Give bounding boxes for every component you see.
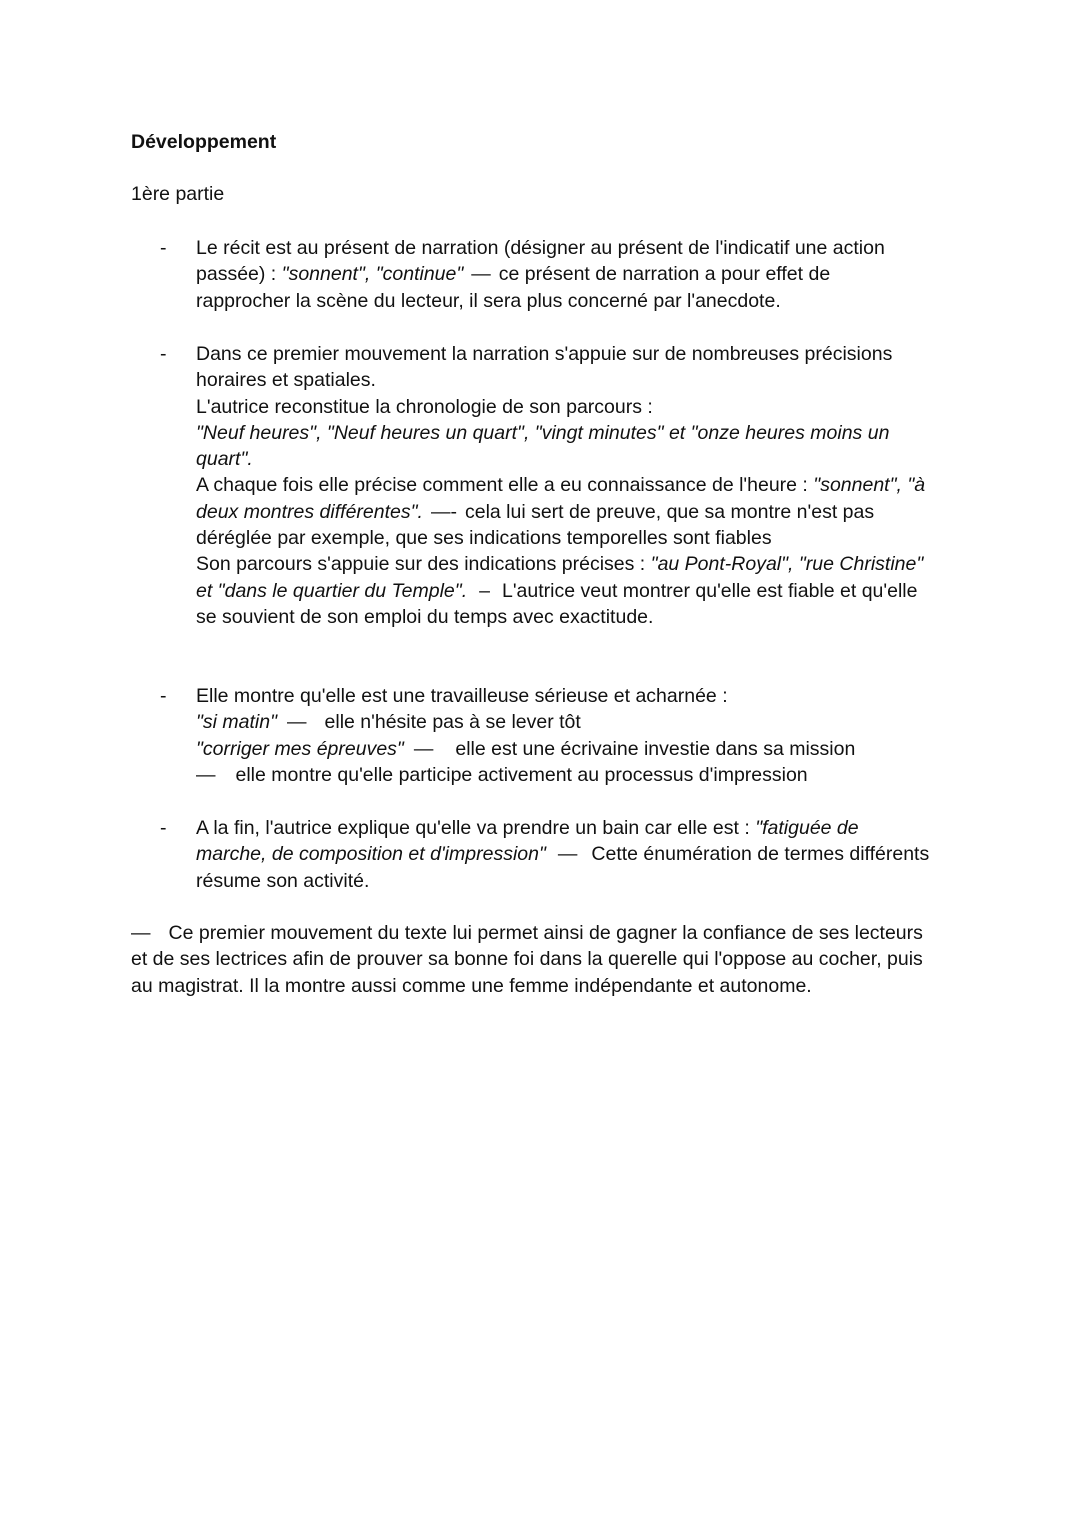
text-span: elle n'hésite pas à se lever tôt (324, 711, 581, 734)
arrow-dash: — (287, 711, 307, 734)
text-line (196, 709, 966, 735)
quote-span: "si matin" (196, 711, 278, 734)
arrow-dash: — (557, 843, 578, 866)
quote-span: "sonnent", "à (813, 474, 926, 497)
text-line (196, 815, 966, 841)
text-line: résume son activité. (196, 869, 370, 892)
text-span: ce présent de narration a pour effet de (498, 263, 831, 286)
text-line: Elle montre qu'elle est une travailleuse sérieuse et acharnée : (196, 685, 728, 707)
text-line (196, 551, 966, 577)
arrow-dash: — (471, 263, 491, 286)
quote-span: "corriger mes épreuves" (196, 737, 404, 760)
bullet-paragraph-2 (196, 341, 966, 630)
text-line (196, 841, 966, 867)
text-line: rapprocher la scène du lecteur, il sera plus concerné par l'anecdote. (196, 289, 781, 312)
quote-line: quart". (196, 448, 253, 471)
text-line: L'autrice reconstitue la chronologie de son parcours : (196, 395, 653, 418)
bullet-marker-1: - (160, 237, 167, 259)
section-heading: Développement (131, 131, 277, 153)
text-span: L'autrice veut montrer qu'elle est fiable et qu'elle (501, 579, 918, 602)
text-line: Le récit est au présent de narration (désigner au présent de l'indicatif une action (196, 237, 885, 259)
text-line (196, 578, 966, 604)
text-span: Ce premier mouvement du texte lui permet ainsi de gagner la confiance de ses lecteurs (168, 922, 923, 944)
text-line (196, 736, 966, 762)
text-line: horaires et spatiales. (196, 369, 376, 392)
bullet-marker-2: - (160, 343, 167, 365)
text-line (131, 920, 961, 946)
text-line: et de ses lectrices afin de prouver sa bonne foi dans la querelle qui l'oppose au cocher, puis (131, 948, 923, 971)
text-line: Dans ce premier mouvement la narration s'appuie sur de nombreuses précisions (196, 343, 893, 365)
text-span: Son parcours s'appuie sur des indications précises : (196, 553, 651, 576)
text-line (196, 499, 966, 525)
text-span: Cette énumération de termes différents (591, 843, 930, 866)
arrow-dash: — (413, 737, 434, 760)
text-line (196, 762, 966, 788)
arrow-dash: — (196, 763, 216, 786)
text-line (196, 472, 966, 498)
text-line (196, 261, 966, 287)
text-span: cela lui sert de preuve, que sa montre n'est pas (464, 500, 875, 523)
text-line: au magistrat. Il la montre aussi comme une femme indépendante et autonome. (131, 974, 812, 997)
text-span: passée) : (196, 263, 282, 286)
text-line: se souvient de son emploi du temps avec exactitude. (196, 605, 654, 628)
conclusion-paragraph (131, 920, 961, 999)
part-subheading: 1ère partie (131, 183, 225, 205)
quote-span: marche, de composition et d'impression" (196, 843, 546, 866)
bullet-marker-4: - (160, 817, 167, 839)
bullet-paragraph-3 (196, 683, 966, 788)
quote-span: "sonnent", "continue" (281, 263, 464, 286)
quote-span: et "dans le quartier du Temple". (196, 579, 468, 602)
arrow-dash: — (131, 922, 151, 944)
text-span: elle est une écrivaine investie dans sa mission (455, 737, 856, 760)
arrow-dash: – (479, 579, 490, 602)
arrow-dash: —- (430, 500, 457, 523)
text-line: déréglée par exemple, que ses indications temporelles sont fiables (196, 527, 772, 550)
bullet-paragraph-1 (196, 235, 966, 314)
text-span: elle montre qu'elle participe activement au processus d'impression (235, 763, 808, 786)
quote-span: "fatiguée de (755, 817, 859, 839)
bullet-marker-3: - (160, 685, 167, 707)
text-span: A chaque fois elle précise comment elle a eu connaissance de l'heure : (196, 474, 814, 497)
quote-span: deux montres différentes". (196, 500, 423, 523)
quote-span: "au Pont-Royal", "rue Christine" (650, 553, 924, 576)
text-span: A la fin, l'autrice explique qu'elle va prendre un bain car elle est : (196, 817, 756, 839)
bullet-paragraph-4 (196, 815, 966, 894)
quote-line: "Neuf heures", "Neuf heures un quart", "vingt minutes" et "onze heures moins un (196, 421, 890, 444)
